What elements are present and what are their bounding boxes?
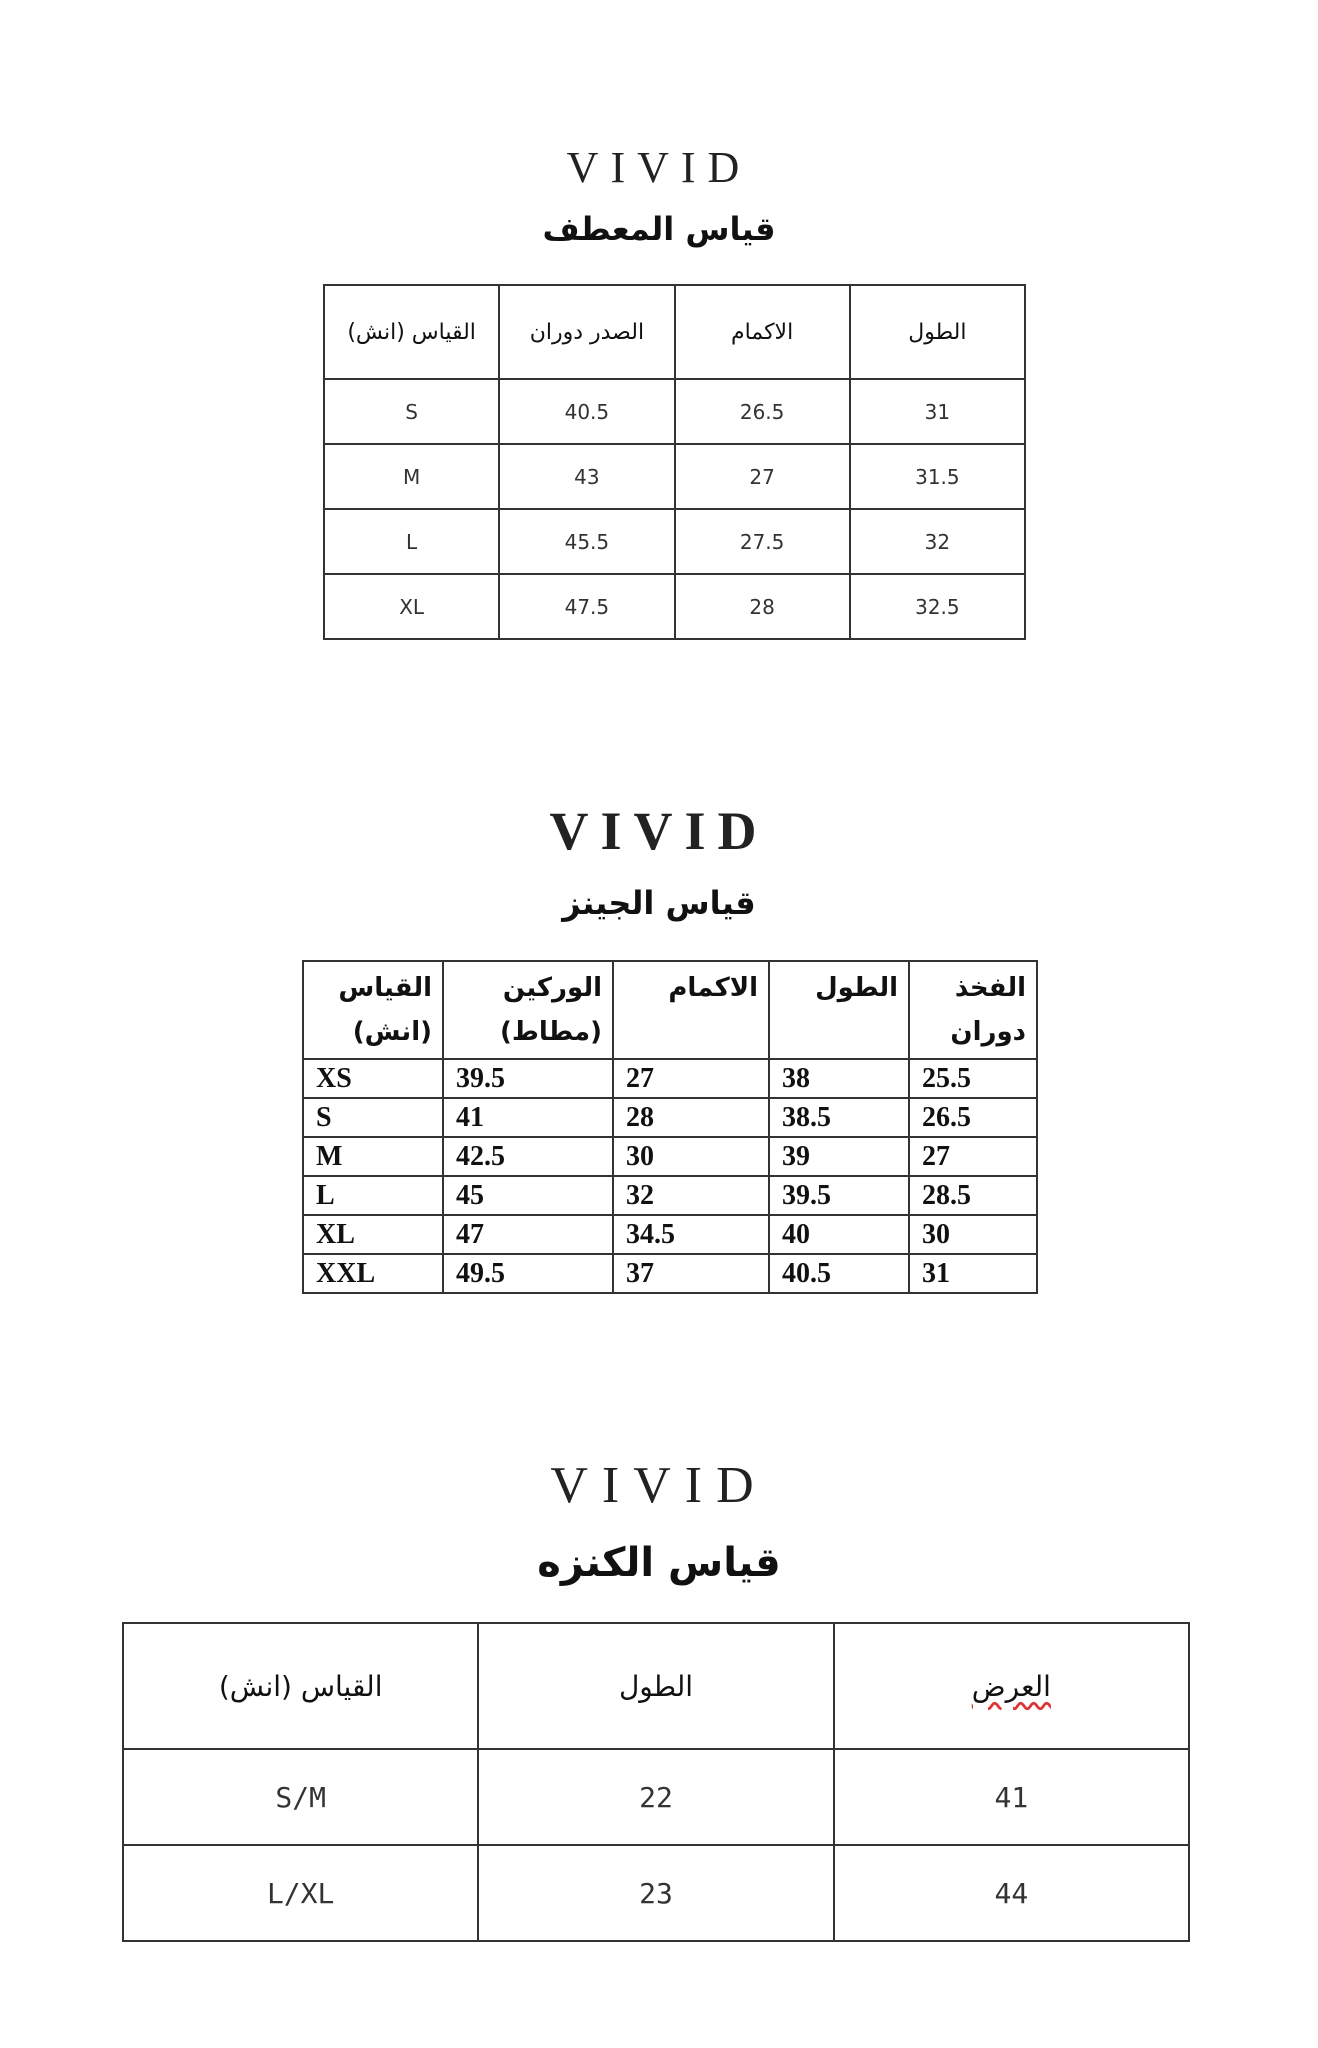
header-sleeves: الاكمام	[675, 285, 850, 379]
table-row	[324, 574, 1025, 639]
header-thigh: الفخذ دوران	[909, 961, 1037, 1059]
cell-size: L/XL	[123, 1845, 478, 1941]
header-length: الطول	[850, 285, 1025, 379]
cell-size: L	[324, 509, 499, 574]
table-row	[303, 1137, 1037, 1176]
cell-sleeves: 27	[675, 444, 850, 509]
cell-length: 38	[769, 1059, 909, 1098]
cell-thigh: 25.5	[909, 1059, 1037, 1098]
cell-hips: 39.5	[443, 1059, 613, 1098]
shirt-size-table	[122, 1622, 1190, 1942]
table-row	[303, 1176, 1037, 1215]
cell-size: XL	[324, 574, 499, 639]
table-row	[324, 379, 1025, 444]
cell-sleeves: 37	[613, 1254, 769, 1293]
cell-sleeves: 32	[613, 1176, 769, 1215]
cell-size: XL	[303, 1215, 443, 1254]
cell-hips: 42.5	[443, 1137, 613, 1176]
cell-thigh: 31	[909, 1254, 1037, 1293]
cell-size: S	[324, 379, 499, 444]
header-length: الطول	[478, 1623, 833, 1749]
shirt-brand-logo: VIVID	[550, 1457, 768, 1514]
cell-length: 22	[478, 1749, 833, 1845]
cell-length: 39	[769, 1137, 909, 1176]
cell-size: S/M	[123, 1749, 478, 1845]
cell-size: XS	[303, 1059, 443, 1098]
coat-brand-logo: VIVID	[566, 143, 752, 192]
table-row	[324, 444, 1025, 509]
cell-sleeves: 28	[675, 574, 850, 639]
cell-hips: 47	[443, 1215, 613, 1254]
header-sleeves: الاكمام	[613, 961, 769, 1059]
table-row	[324, 509, 1025, 574]
cell-hips: 41	[443, 1098, 613, 1137]
table-row	[303, 1254, 1037, 1293]
table-header-row	[123, 1623, 1189, 1749]
header-width	[834, 1623, 1189, 1749]
cell-thigh: 28.5	[909, 1176, 1037, 1215]
cell-length: 23	[478, 1845, 833, 1941]
table-header-row	[303, 961, 1037, 1059]
cell-thigh: 26.5	[909, 1098, 1037, 1137]
shirt-size-title: قياس الكنزه	[537, 1540, 781, 1586]
header-size: القياس (انش)	[324, 285, 499, 379]
table-header-row	[324, 285, 1025, 379]
header-chest: الصدر دوران	[499, 285, 674, 379]
cell-size: S	[303, 1098, 443, 1137]
header-size: القياس (انش)	[303, 961, 443, 1059]
cell-width: 41	[834, 1749, 1189, 1845]
cell-sleeves: 26.5	[675, 379, 850, 444]
jeans-brand-logo: VIVID	[549, 801, 769, 861]
coat-size-title: قياس المعطف	[542, 210, 776, 248]
cell-length: 31	[850, 379, 1025, 444]
header-size: القياس (انش)	[123, 1623, 478, 1749]
cell-length: 40.5	[769, 1254, 909, 1293]
cell-length: 40	[769, 1215, 909, 1254]
cell-length: 38.5	[769, 1098, 909, 1137]
cell-size: M	[303, 1137, 443, 1176]
table-row	[303, 1098, 1037, 1137]
cell-sleeves: 27.5	[675, 509, 850, 574]
header-hips: الوركين (مطاط)	[443, 961, 613, 1059]
cell-length: 31.5	[850, 444, 1025, 509]
cell-length: 32.5	[850, 574, 1025, 639]
table-row	[303, 1059, 1037, 1098]
table-row	[123, 1845, 1189, 1941]
cell-chest: 45.5	[499, 509, 674, 574]
table-row	[123, 1749, 1189, 1845]
table-row	[303, 1215, 1037, 1254]
cell-size: L	[303, 1176, 443, 1215]
cell-width: 44	[834, 1845, 1189, 1941]
jeans-size-table	[302, 960, 1038, 1294]
jeans-size-title: قياس الجينز	[562, 884, 756, 922]
coat-size-table	[323, 284, 1026, 640]
header-width-label: العرض	[971, 1669, 1051, 1703]
cell-sleeves: 30	[613, 1137, 769, 1176]
cell-chest: 40.5	[499, 379, 674, 444]
header-length: الطول	[769, 961, 909, 1059]
cell-hips: 49.5	[443, 1254, 613, 1293]
cell-sleeves: 27	[613, 1059, 769, 1098]
cell-size: M	[324, 444, 499, 509]
cell-sleeves: 28	[613, 1098, 769, 1137]
cell-hips: 45	[443, 1176, 613, 1215]
cell-length: 39.5	[769, 1176, 909, 1215]
cell-thigh: 30	[909, 1215, 1037, 1254]
cell-sleeves: 34.5	[613, 1215, 769, 1254]
cell-size: XXL	[303, 1254, 443, 1293]
cell-chest: 47.5	[499, 574, 674, 639]
cell-thigh: 27	[909, 1137, 1037, 1176]
cell-length: 32	[850, 509, 1025, 574]
cell-chest: 43	[499, 444, 674, 509]
